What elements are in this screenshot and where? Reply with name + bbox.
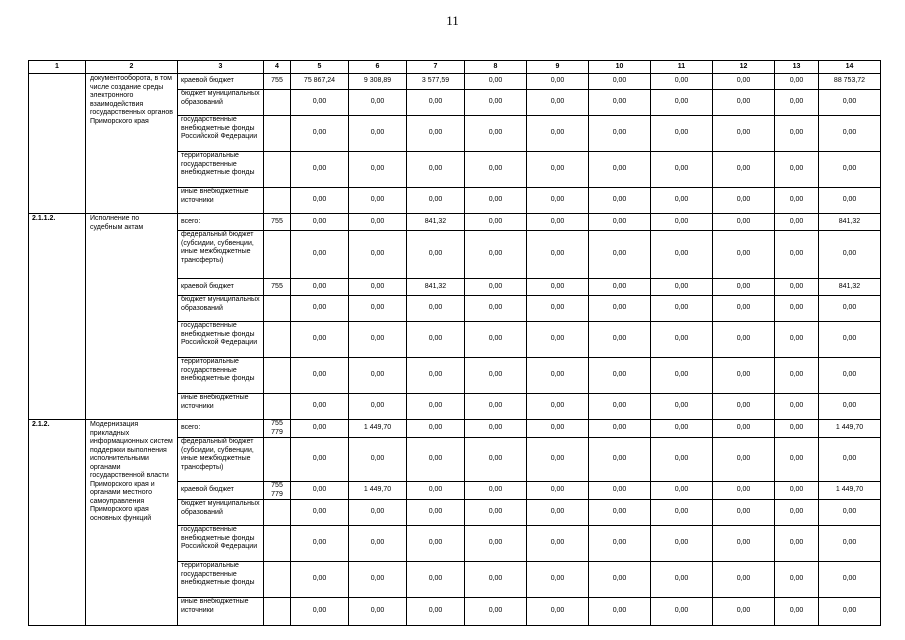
- amount-cell: 0,00: [527, 394, 589, 420]
- amount-cell: 0,00: [713, 214, 775, 231]
- grbs-code: 755: [264, 214, 291, 231]
- amount-cell: 0,00: [527, 116, 589, 152]
- amount-cell: 0,00: [407, 358, 465, 394]
- amount-cell: 0,00: [291, 279, 349, 296]
- amount-cell: 0,00: [589, 231, 651, 279]
- amount-cell: 0,00: [589, 74, 651, 90]
- amount-cell: 0,00: [291, 322, 349, 358]
- amount-cell: 0,00: [589, 90, 651, 116]
- amount-cell: 0,00: [589, 322, 651, 358]
- grbs-code: [264, 500, 291, 526]
- amount-cell: 0,00: [407, 420, 465, 438]
- header-col-14: 14: [819, 61, 881, 74]
- amount-cell: 0,00: [465, 562, 527, 598]
- funding-source: бюджет муниципальных образований: [178, 500, 264, 526]
- amount-cell: 0,00: [651, 358, 713, 394]
- amount-cell: 0,00: [775, 322, 819, 358]
- amount-cell: 0,00: [775, 90, 819, 116]
- funding-source: краевой бюджет: [178, 74, 264, 90]
- table-row: [29, 214, 881, 231]
- amount-cell: 0,00: [651, 394, 713, 420]
- amount-cell: 75 867,24: [291, 74, 349, 90]
- amount-cell: 1 449,70: [349, 420, 407, 438]
- amount-cell: 0,00: [651, 279, 713, 296]
- amount-cell: 0,00: [819, 500, 881, 526]
- amount-cell: 0,00: [775, 116, 819, 152]
- amount-cell: 0,00: [651, 598, 713, 626]
- amount-cell: 0,00: [651, 438, 713, 482]
- amount-cell: 0,00: [465, 500, 527, 526]
- table-row: [29, 74, 881, 90]
- amount-cell: 0,00: [527, 152, 589, 188]
- funding-source: государственные внебюджетные фонды Российской Федерации: [178, 116, 264, 152]
- grbs-code: [264, 394, 291, 420]
- amount-cell: 0,00: [465, 420, 527, 438]
- amount-cell: 0,00: [713, 420, 775, 438]
- amount-cell: 0,00: [819, 188, 881, 214]
- amount-cell: 0,00: [407, 500, 465, 526]
- grbs-code: [264, 188, 291, 214]
- amount-cell: 0,00: [651, 90, 713, 116]
- amount-cell: 0,00: [651, 188, 713, 214]
- grbs-code: [264, 526, 291, 562]
- amount-cell: 0,00: [713, 500, 775, 526]
- amount-cell: 0,00: [775, 438, 819, 482]
- amount-cell: 0,00: [589, 296, 651, 322]
- header-col-5: 5: [291, 61, 349, 74]
- amount-cell: 0,00: [349, 438, 407, 482]
- amount-cell: 0,00: [465, 358, 527, 394]
- amount-cell: 0,00: [349, 500, 407, 526]
- header-col-11: 11: [651, 61, 713, 74]
- amount-cell: 0,00: [465, 482, 527, 500]
- amount-cell: 0,00: [527, 90, 589, 116]
- amount-cell: 0,00: [527, 358, 589, 394]
- amount-cell: 0,00: [651, 296, 713, 322]
- amount-cell: 0,00: [349, 296, 407, 322]
- amount-cell: 0,00: [819, 358, 881, 394]
- amount-cell: 0,00: [589, 526, 651, 562]
- funding-source: краевой бюджет: [178, 482, 264, 500]
- amount-cell: 0,00: [527, 482, 589, 500]
- amount-cell: 1 449,70: [819, 420, 881, 438]
- amount-cell: 0,00: [775, 152, 819, 188]
- amount-cell: 0,00: [775, 526, 819, 562]
- amount-cell: 0,00: [407, 152, 465, 188]
- table-body: [29, 61, 881, 626]
- amount-cell: 0,00: [349, 90, 407, 116]
- grbs-code: 755: [264, 74, 291, 90]
- amount-cell: 88 753,72: [819, 74, 881, 90]
- amount-cell: 0,00: [465, 598, 527, 626]
- amount-cell: 0,00: [527, 598, 589, 626]
- amount-cell: 0,00: [349, 322, 407, 358]
- funding-source: территориальные государственные внебюджетные фонды: [178, 358, 264, 394]
- amount-cell: 0,00: [407, 438, 465, 482]
- amount-cell: 0,00: [465, 188, 527, 214]
- amount-cell: 0,00: [407, 394, 465, 420]
- header-col-1: 1: [29, 61, 86, 74]
- amount-cell: 0,00: [819, 296, 881, 322]
- item-code: 2.1.2.: [29, 420, 86, 626]
- amount-cell: 0,00: [527, 279, 589, 296]
- header-row: [29, 61, 881, 74]
- amount-cell: 0,00: [713, 296, 775, 322]
- funding-source: иные внебюджетные источники: [178, 188, 264, 214]
- funding-source: государственные внебюджетные фонды Российской Федерации: [178, 322, 264, 358]
- amount-cell: 841,32: [819, 214, 881, 231]
- funding-source: всего:: [178, 420, 264, 438]
- amount-cell: 1 449,70: [819, 482, 881, 500]
- amount-cell: 0,00: [291, 152, 349, 188]
- amount-cell: 0,00: [291, 214, 349, 231]
- amount-cell: 0,00: [349, 152, 407, 188]
- amount-cell: 0,00: [651, 420, 713, 438]
- item-name: документооборота, в том числе создание среды электронного взаимодействия государственных органов Приморского края: [86, 74, 178, 214]
- amount-cell: 0,00: [775, 420, 819, 438]
- amount-cell: 0,00: [349, 279, 407, 296]
- amount-cell: 0,00: [291, 188, 349, 214]
- amount-cell: 0,00: [775, 598, 819, 626]
- amount-cell: 0,00: [291, 90, 349, 116]
- amount-cell: 0,00: [465, 438, 527, 482]
- header-col-2: 2: [86, 61, 178, 74]
- amount-cell: 0,00: [465, 152, 527, 188]
- amount-cell: 0,00: [527, 74, 589, 90]
- amount-cell: 0,00: [651, 482, 713, 500]
- amount-cell: 0,00: [651, 74, 713, 90]
- amount-cell: 0,00: [589, 562, 651, 598]
- amount-cell: 0,00: [589, 279, 651, 296]
- amount-cell: 0,00: [651, 322, 713, 358]
- grbs-code: [264, 562, 291, 598]
- amount-cell: 0,00: [651, 562, 713, 598]
- amount-cell: 3 577,59: [407, 74, 465, 90]
- amount-cell: 0,00: [713, 116, 775, 152]
- amount-cell: 0,00: [407, 598, 465, 626]
- amount-cell: 0,00: [465, 231, 527, 279]
- funding-source: иные внебюджетные источники: [178, 394, 264, 420]
- grbs-code: 755: [264, 279, 291, 296]
- amount-cell: 0,00: [465, 74, 527, 90]
- amount-cell: 0,00: [819, 116, 881, 152]
- header-col-4: 4: [264, 61, 291, 74]
- item-name: Модернизация прикладных информационных систем поддержки выполнения исполнительными органами государственной власти Приморского края и органами местного самоуправления Приморского края основных функций: [86, 420, 178, 626]
- amount-cell: 0,00: [407, 562, 465, 598]
- amount-cell: 0,00: [713, 526, 775, 562]
- amount-cell: 0,00: [589, 358, 651, 394]
- amount-cell: 0,00: [349, 358, 407, 394]
- amount-cell: 0,00: [527, 322, 589, 358]
- amount-cell: 0,00: [407, 526, 465, 562]
- header-col-8: 8: [465, 61, 527, 74]
- amount-cell: 0,00: [713, 562, 775, 598]
- amount-cell: 0,00: [775, 296, 819, 322]
- page-number: 11: [446, 13, 459, 28]
- amount-cell: 0,00: [291, 420, 349, 438]
- amount-cell: 0,00: [349, 231, 407, 279]
- amount-cell: 0,00: [465, 322, 527, 358]
- amount-cell: 0,00: [407, 116, 465, 152]
- amount-cell: 0,00: [713, 358, 775, 394]
- amount-cell: 0,00: [819, 90, 881, 116]
- funding-source: федеральный бюджет (субсидии, субвенции, иные межбюджетные трансферты): [178, 231, 264, 279]
- amount-cell: 0,00: [291, 500, 349, 526]
- funding-source: федеральный бюджет (субсидии, субвенции, иные межбюджетные трансферты): [178, 438, 264, 482]
- amount-cell: 0,00: [819, 322, 881, 358]
- funding-source: бюджет муниципальных образований: [178, 296, 264, 322]
- amount-cell: 0,00: [407, 296, 465, 322]
- amount-cell: 0,00: [349, 214, 407, 231]
- grbs-code: 755 779: [264, 420, 291, 438]
- grbs-code: [264, 598, 291, 626]
- header-col-13: 13: [775, 61, 819, 74]
- amount-cell: 0,00: [349, 598, 407, 626]
- amount-cell: 0,00: [775, 562, 819, 598]
- amount-cell: 0,00: [713, 152, 775, 188]
- amount-cell: 0,00: [465, 296, 527, 322]
- amount-cell: 0,00: [291, 482, 349, 500]
- amount-cell: 0,00: [775, 231, 819, 279]
- grbs-code: [264, 438, 291, 482]
- grbs-code: [264, 116, 291, 152]
- amount-cell: 0,00: [819, 152, 881, 188]
- amount-cell: 0,00: [407, 90, 465, 116]
- amount-cell: 0,00: [713, 188, 775, 214]
- funding-source: территориальные государственные внебюджетные фонды: [178, 562, 264, 598]
- amount-cell: 0,00: [819, 394, 881, 420]
- amount-cell: 0,00: [291, 562, 349, 598]
- grbs-code: 755 779: [264, 482, 291, 500]
- amount-cell: 0,00: [407, 322, 465, 358]
- amount-cell: 0,00: [291, 116, 349, 152]
- amount-cell: 0,00: [291, 394, 349, 420]
- amount-cell: 0,00: [775, 214, 819, 231]
- amount-cell: 0,00: [589, 152, 651, 188]
- amount-cell: 0,00: [527, 500, 589, 526]
- amount-cell: 0,00: [589, 394, 651, 420]
- amount-cell: 0,00: [589, 188, 651, 214]
- amount-cell: 0,00: [713, 598, 775, 626]
- amount-cell: 0,00: [775, 188, 819, 214]
- amount-cell: 0,00: [291, 438, 349, 482]
- amount-cell: 0,00: [713, 231, 775, 279]
- item-code: [29, 74, 86, 214]
- amount-cell: 0,00: [651, 231, 713, 279]
- amount-cell: 0,00: [465, 90, 527, 116]
- amount-cell: 0,00: [713, 438, 775, 482]
- amount-cell: 0,00: [527, 296, 589, 322]
- funding-source: всего:: [178, 214, 264, 231]
- amount-cell: 0,00: [407, 231, 465, 279]
- amount-cell: 0,00: [349, 562, 407, 598]
- amount-cell: 0,00: [527, 526, 589, 562]
- table-row: [29, 420, 881, 438]
- amount-cell: 0,00: [465, 526, 527, 562]
- amount-cell: 0,00: [291, 358, 349, 394]
- funding-source: краевой бюджет: [178, 279, 264, 296]
- amount-cell: 0,00: [651, 214, 713, 231]
- amount-cell: 0,00: [589, 214, 651, 231]
- amount-cell: 0,00: [713, 394, 775, 420]
- amount-cell: 0,00: [589, 500, 651, 526]
- amount-cell: 0,00: [291, 598, 349, 626]
- amount-cell: 0,00: [775, 279, 819, 296]
- item-name: Исполнение по судебным актам: [86, 214, 178, 420]
- amount-cell: 0,00: [819, 526, 881, 562]
- amount-cell: 1 449,70: [349, 482, 407, 500]
- amount-cell: 0,00: [713, 90, 775, 116]
- amount-cell: 0,00: [713, 279, 775, 296]
- amount-cell: 0,00: [349, 188, 407, 214]
- grbs-code: [264, 296, 291, 322]
- amount-cell: 0,00: [465, 394, 527, 420]
- amount-cell: 0,00: [713, 322, 775, 358]
- header-col-3: 3: [178, 61, 264, 74]
- header-col-7: 7: [407, 61, 465, 74]
- amount-cell: 9 308,89: [349, 74, 407, 90]
- grbs-code: [264, 90, 291, 116]
- header-col-6: 6: [349, 61, 407, 74]
- amount-cell: 0,00: [775, 74, 819, 90]
- amount-cell: 0,00: [589, 482, 651, 500]
- amount-cell: 0,00: [713, 74, 775, 90]
- amount-cell: 0,00: [775, 394, 819, 420]
- amount-cell: 0,00: [465, 116, 527, 152]
- amount-cell: 0,00: [291, 231, 349, 279]
- funding-source: бюджет муниципальных образований: [178, 90, 264, 116]
- amount-cell: 0,00: [465, 279, 527, 296]
- header-col-12: 12: [713, 61, 775, 74]
- amount-cell: 0,00: [651, 500, 713, 526]
- amount-cell: 0,00: [349, 394, 407, 420]
- amount-cell: 0,00: [775, 500, 819, 526]
- amount-cell: 0,00: [527, 562, 589, 598]
- amount-cell: 0,00: [527, 214, 589, 231]
- amount-cell: 0,00: [819, 562, 881, 598]
- amount-cell: 0,00: [407, 188, 465, 214]
- grbs-code: [264, 322, 291, 358]
- amount-cell: 0,00: [819, 231, 881, 279]
- amount-cell: 0,00: [589, 420, 651, 438]
- amount-cell: 0,00: [527, 231, 589, 279]
- amount-cell: 0,00: [291, 526, 349, 562]
- funding-source: государственные внебюджетные фонды Российской Федерации: [178, 526, 264, 562]
- amount-cell: 0,00: [819, 598, 881, 626]
- amount-cell: 841,32: [819, 279, 881, 296]
- amount-cell: 0,00: [407, 482, 465, 500]
- amount-cell: 0,00: [349, 526, 407, 562]
- amount-cell: 0,00: [291, 296, 349, 322]
- header-col-10: 10: [589, 61, 651, 74]
- header-col-9: 9: [527, 61, 589, 74]
- amount-cell: 0,00: [349, 116, 407, 152]
- amount-cell: 0,00: [465, 214, 527, 231]
- grbs-code: [264, 358, 291, 394]
- item-code: 2.1.1.2.: [29, 214, 86, 420]
- funding-source: территориальные государственные внебюджетные фонды: [178, 152, 264, 188]
- amount-cell: 841,32: [407, 279, 465, 296]
- grbs-code: [264, 231, 291, 279]
- amount-cell: 0,00: [589, 116, 651, 152]
- budget-table: [28, 60, 881, 626]
- amount-cell: 0,00: [527, 420, 589, 438]
- amount-cell: 0,00: [589, 598, 651, 626]
- funding-source: иные внебюджетные источники: [178, 598, 264, 626]
- amount-cell: 0,00: [589, 438, 651, 482]
- amount-cell: 0,00: [713, 482, 775, 500]
- amount-cell: 0,00: [775, 358, 819, 394]
- amount-cell: 0,00: [651, 116, 713, 152]
- amount-cell: 0,00: [651, 526, 713, 562]
- amount-cell: 0,00: [527, 438, 589, 482]
- amount-cell: 0,00: [527, 188, 589, 214]
- amount-cell: 0,00: [651, 152, 713, 188]
- amount-cell: 0,00: [819, 438, 881, 482]
- amount-cell: 841,32: [407, 214, 465, 231]
- amount-cell: 0,00: [775, 482, 819, 500]
- grbs-code: [264, 152, 291, 188]
